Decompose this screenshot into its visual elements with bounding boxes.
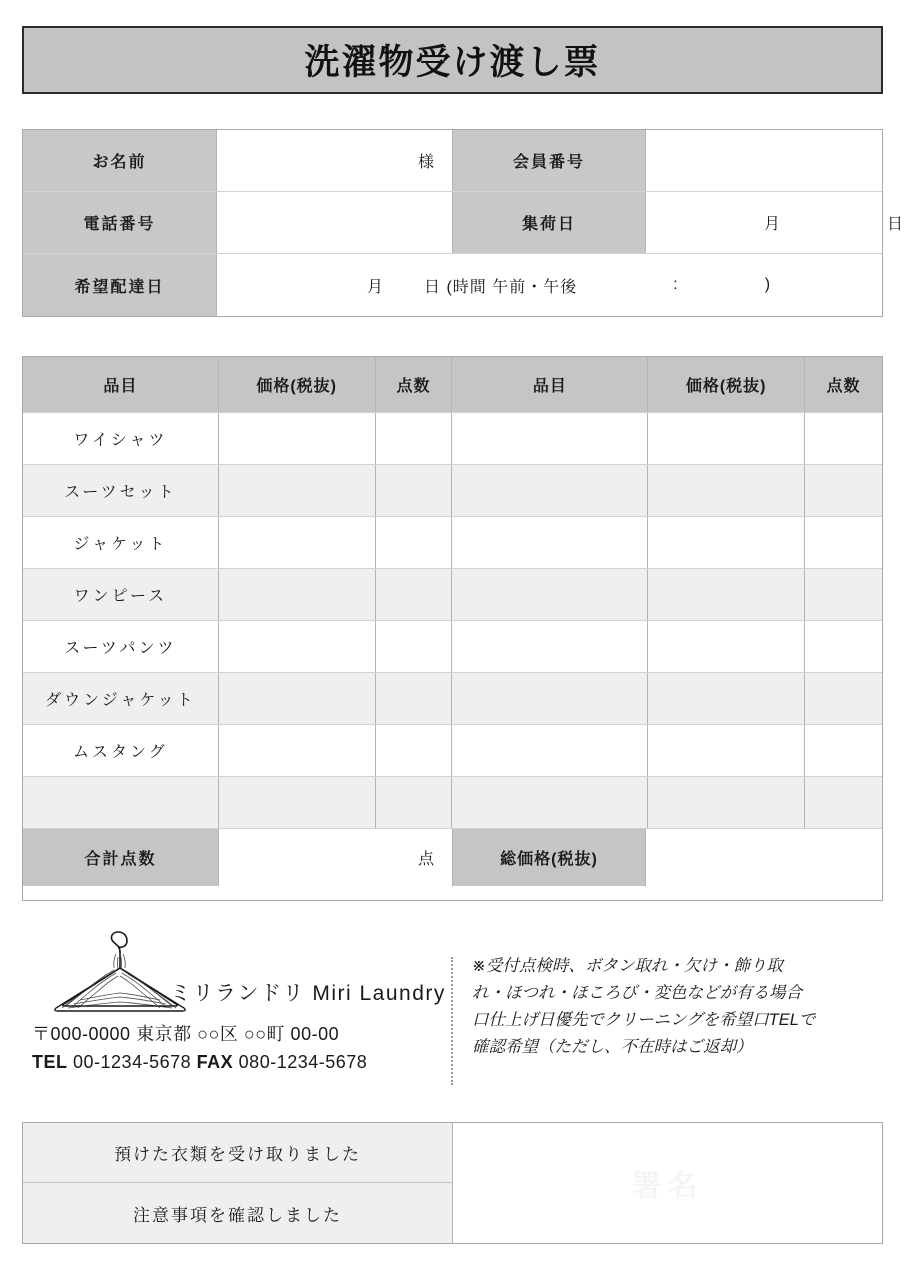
item-name-right	[452, 413, 648, 464]
table-row	[23, 569, 882, 621]
header-qty-left: 点数	[376, 357, 453, 412]
fax-number: 080-1234-5678	[238, 1052, 368, 1072]
item-price-right[interactable]	[648, 413, 805, 464]
item-name-left: ムスタング	[23, 725, 219, 776]
table-row-delivery	[23, 254, 882, 316]
item-name-left: スーツセット	[23, 465, 219, 516]
pickup-day-unit: 日	[887, 216, 905, 233]
item-name-left: ダウンジャケット	[23, 673, 219, 724]
name-input[interactable]: 様	[217, 130, 453, 191]
table-row-phone	[23, 192, 905, 254]
table-row	[23, 413, 882, 465]
item-price-right[interactable]	[648, 725, 805, 776]
item-name-right	[452, 465, 648, 516]
item-qty-left[interactable]	[376, 569, 453, 620]
header-price-left: 価格(税抜)	[219, 357, 376, 412]
items-table	[22, 356, 883, 901]
item-name-left: ワイシャツ	[23, 413, 219, 464]
notice-block	[472, 953, 892, 1061]
item-name-right	[452, 777, 648, 828]
item-name-right	[452, 621, 648, 672]
hanger-icon	[50, 930, 190, 1016]
item-name-left: スーツパンツ	[23, 621, 219, 672]
item-price-left[interactable]	[219, 569, 376, 620]
statement-received[interactable]: 預けた衣類を受け取りました	[23, 1123, 453, 1183]
items-rows-container	[23, 413, 882, 829]
item-price-right[interactable]	[648, 777, 805, 828]
signature-table	[22, 1122, 883, 1244]
item-qty-left[interactable]	[376, 413, 453, 464]
header-price-right: 価格(税抜)	[648, 357, 805, 412]
table-row	[23, 517, 882, 569]
pickup-date-label: 集荷日	[453, 192, 646, 253]
items-table-header-row	[23, 357, 882, 413]
item-price-right[interactable]	[648, 517, 805, 568]
item-qty-left[interactable]	[376, 517, 453, 568]
item-price-left[interactable]	[219, 673, 376, 724]
item-qty-left[interactable]	[376, 777, 453, 828]
item-name-left	[23, 777, 219, 828]
item-name-right	[452, 725, 648, 776]
total-price-label: 総価格(税抜)	[453, 829, 646, 886]
company-info-block	[22, 925, 452, 1095]
footer-block	[22, 925, 883, 1095]
name-label: お名前	[23, 130, 217, 191]
item-price-right[interactable]	[648, 465, 805, 516]
totals-row	[23, 829, 882, 886]
item-qty-right[interactable]	[805, 621, 882, 672]
item-price-left[interactable]	[219, 517, 376, 568]
customer-info-table	[22, 129, 905, 317]
item-price-left[interactable]	[219, 725, 376, 776]
item-qty-left[interactable]	[376, 725, 453, 776]
item-price-left[interactable]	[219, 465, 376, 516]
item-price-left[interactable]	[219, 621, 376, 672]
delivery-month-unit: 月	[367, 278, 385, 296]
pickup-month-unit: 月	[764, 216, 782, 233]
header-item-left: 品目	[23, 357, 219, 412]
header-item-right: 品目	[452, 357, 648, 412]
signature-statements	[23, 1123, 453, 1243]
item-name-right	[452, 673, 648, 724]
notice-line: れ・ほつれ・ほころび・変色などが有る場合	[472, 984, 802, 1002]
item-qty-right[interactable]	[805, 413, 882, 464]
delivery-date-label: 希望配達日	[23, 254, 217, 316]
item-name-left: ジャケット	[23, 517, 219, 568]
brand-name: ミリランドリ Miri Laundry	[170, 982, 446, 1005]
item-price-left[interactable]	[219, 413, 376, 464]
item-qty-right[interactable]	[805, 673, 882, 724]
item-qty-right[interactable]	[805, 725, 882, 776]
fax-label: FAX	[196, 1052, 234, 1072]
phone-label: 電話番号	[23, 192, 217, 253]
item-name-left: ワンピース	[23, 569, 219, 620]
item-name-right	[452, 517, 648, 568]
delivery-paren-close: )	[764, 276, 772, 293]
tel-label: TEL	[32, 1052, 68, 1072]
header-qty-right: 点数	[826, 378, 861, 395]
notice-line: 確認希望（ただし、不在時はご返却）	[472, 1038, 753, 1056]
company-contact	[32, 1052, 367, 1073]
item-qty-right[interactable]	[805, 517, 882, 568]
table-row-name	[23, 130, 882, 192]
item-qty-left[interactable]	[376, 673, 453, 724]
table-row	[23, 725, 882, 777]
table-row	[23, 673, 882, 725]
phone-input[interactable]	[217, 192, 453, 253]
member-number-label: 会員番号	[453, 130, 646, 191]
member-number-input[interactable]	[646, 130, 882, 191]
total-price-input[interactable]	[646, 829, 882, 886]
item-qty-left[interactable]	[376, 621, 453, 672]
company-address: 〒000-0000 東京都 ○○区 ○○町 00-00	[32, 1024, 340, 1044]
statement-confirmed[interactable]: 注意事項を確認しました	[23, 1183, 453, 1243]
item-price-right[interactable]	[648, 569, 805, 620]
table-row	[23, 777, 882, 829]
item-qty-right[interactable]	[805, 465, 882, 516]
table-row	[23, 621, 882, 673]
item-price-left[interactable]	[219, 777, 376, 828]
vertical-dotted-divider	[451, 957, 453, 1085]
signature-area[interactable]	[453, 1123, 882, 1243]
delivery-day-time-text: 日 (時間 午前・午後	[424, 278, 578, 296]
item-name-right	[452, 569, 648, 620]
delivery-date-input[interactable]	[217, 254, 882, 316]
item-price-right[interactable]	[648, 621, 805, 672]
notice-line: 口仕上げ日優先でクリーニングを希望口TELで	[472, 1011, 816, 1029]
table-row	[23, 465, 882, 517]
item-qty-right[interactable]	[805, 569, 882, 620]
notice-line: ※受付点検時、ボタン取れ・欠け・飾り取	[472, 957, 783, 975]
document-title-bar	[22, 26, 883, 94]
page-title: 洗濯物受け渡し票	[304, 43, 601, 82]
total-count-input[interactable]: 点	[219, 829, 453, 886]
tel-number: 00-1234-5678	[73, 1052, 192, 1072]
delivery-time-colon: :	[673, 276, 679, 293]
item-qty-right[interactable]	[805, 777, 882, 828]
total-count-label: 合計点数	[23, 829, 219, 886]
item-price-right[interactable]	[648, 673, 805, 724]
signature-watermark: 署名	[631, 1170, 704, 1203]
item-qty-left[interactable]	[376, 465, 453, 516]
pickup-date-input[interactable]	[646, 192, 905, 253]
